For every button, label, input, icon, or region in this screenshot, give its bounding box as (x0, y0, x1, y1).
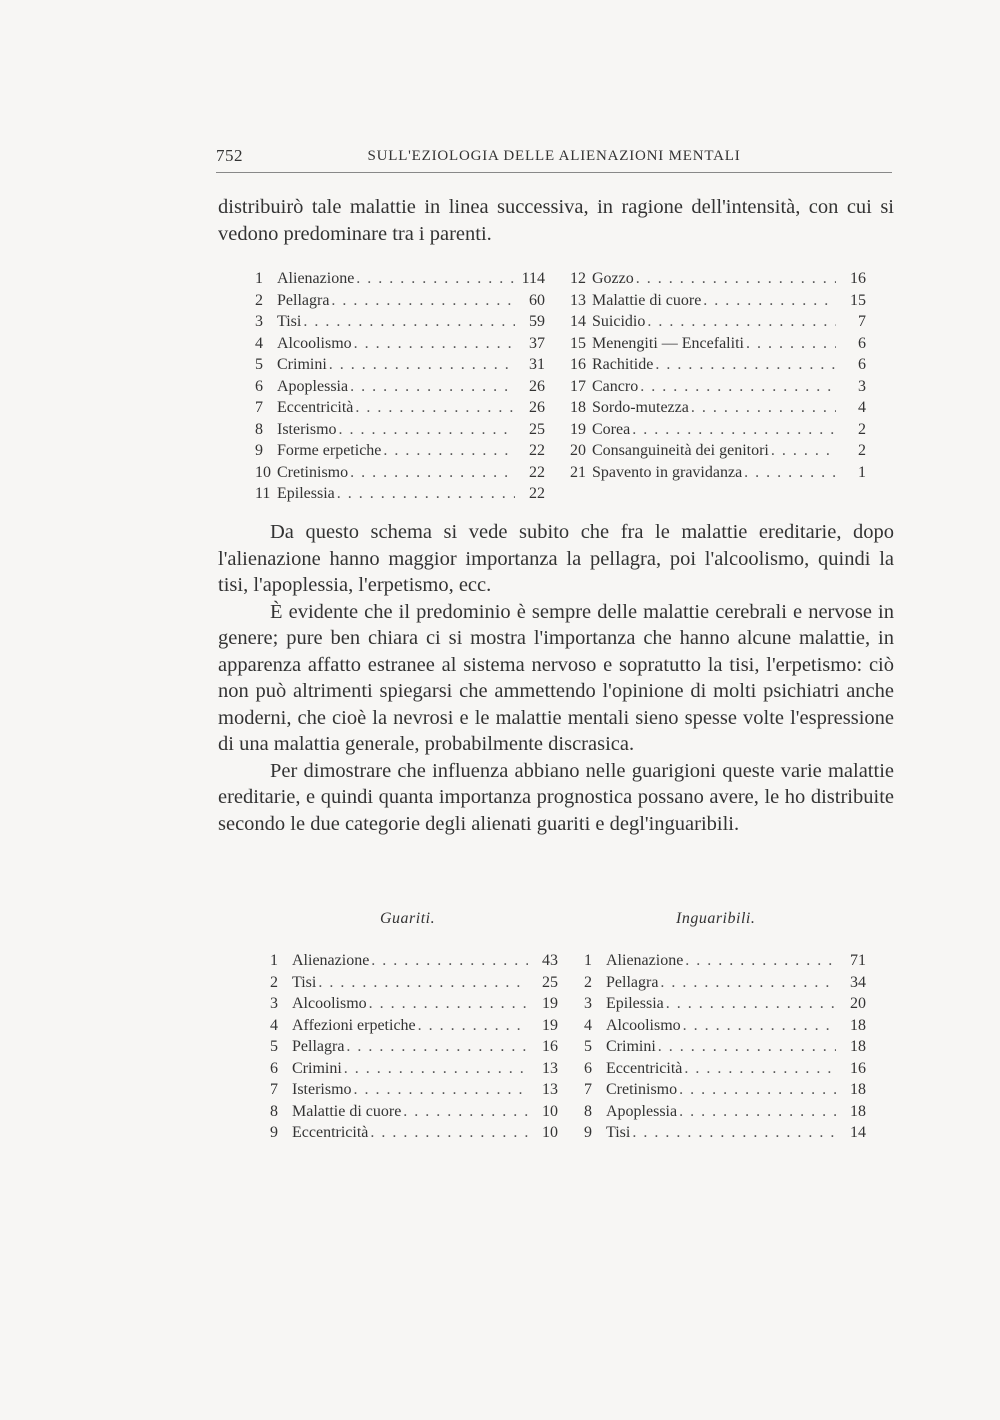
row-number: 5 (584, 1038, 592, 1055)
row-value: 18 (850, 1016, 866, 1034)
leader-dots (354, 1079, 528, 1101)
row-number: 4 (255, 334, 263, 352)
leader-dots (679, 1101, 836, 1123)
row-name: Alienazione (277, 270, 355, 287)
row-name: Rachitide (592, 356, 654, 373)
table-row (255, 462, 545, 484)
body-paragraph-1: Da questo schema si vede subito che fra le malattie ereditarie, dopo l'alienazione hanno maggior importanza la pellagra, poi l'alcoolismo, quindi la tisi, l'apoplessia, l'erpetismo, ecc. (218, 521, 894, 596)
row-value: 10 (542, 1124, 558, 1141)
table-row (270, 950, 558, 972)
leader-dots (632, 419, 836, 441)
row-value: 10 (542, 1102, 558, 1120)
row-number: 8 (584, 1102, 592, 1120)
inguaribili-title: Inguaribili. (676, 910, 756, 927)
table-row (270, 1122, 558, 1144)
leader-dots (350, 462, 515, 484)
row-value: 19 (542, 995, 558, 1012)
leader-dots (666, 993, 836, 1015)
row-name: Tisi (277, 313, 302, 330)
row-value: 6 (858, 356, 866, 373)
table-row (570, 268, 866, 290)
table-row (584, 993, 866, 1015)
row-name: Tisi (606, 1124, 631, 1141)
row-number: 20 (570, 442, 586, 459)
guariti-title: Guariti. (380, 910, 436, 927)
row-name: Suicidio (592, 313, 646, 330)
row-number: 10 (255, 463, 271, 481)
body-paragraph-3: Per dimostrare che influenza abbiano nelle guarigioni queste varie malattie ereditarie, e quindi quanta importanza prognostica possano avere, le ho distribuite secondo le due categorie degli alienati guariti e degl'inguaribili. (218, 759, 894, 835)
leader-dots (318, 972, 528, 994)
table-row (270, 1079, 558, 1101)
row-number: 18 (570, 399, 586, 416)
row-number: 9 (270, 1124, 278, 1141)
table-row (584, 1015, 866, 1037)
row-number: 8 (255, 420, 263, 438)
row-name: Menengiti — Encefaliti (592, 334, 744, 352)
row-name: Alcoolismo (606, 1016, 681, 1034)
leader-dots (658, 1036, 836, 1058)
row-number: 2 (255, 291, 263, 309)
row-name: Alienazione (292, 952, 370, 969)
body-text (218, 519, 894, 837)
table-row (570, 311, 866, 333)
table-row (270, 1015, 558, 1037)
row-name: Malattie di cuore (592, 291, 702, 309)
row-name: Forme erpetiche (277, 442, 382, 459)
leader-dots (683, 1015, 836, 1037)
row-value: 3 (858, 377, 866, 395)
table-row (255, 419, 545, 441)
row-value: 19 (542, 1016, 558, 1034)
row-number: 7 (584, 1081, 592, 1098)
row-value: 22 (529, 485, 545, 502)
row-number: 16 (570, 356, 586, 373)
row-number: 7 (270, 1081, 278, 1098)
row-value: 25 (542, 973, 558, 991)
row-value: 7 (858, 313, 866, 330)
table-row (570, 440, 866, 462)
leader-dots (703, 290, 836, 312)
row-name: Crimini (606, 1038, 656, 1055)
table-row (270, 1101, 558, 1123)
row-number: 5 (270, 1038, 278, 1055)
leader-dots (350, 376, 515, 398)
row-number: 1 (255, 270, 263, 287)
row-value: 25 (529, 420, 545, 438)
row-value: 31 (529, 356, 545, 373)
row-value: 18 (850, 1102, 866, 1120)
row-value: 16 (850, 270, 866, 287)
table-row (255, 290, 545, 312)
row-name: Affezioni erpetiche (292, 1016, 416, 1034)
row-name: Gozzo (592, 270, 634, 287)
row-name: Alcoolismo (292, 995, 367, 1012)
row-value: 2 (858, 420, 866, 438)
table-row (570, 354, 866, 376)
row-number: 15 (570, 334, 586, 352)
row-value: 15 (850, 291, 866, 309)
leader-dots (303, 311, 515, 333)
row-name: Isterismo (292, 1081, 352, 1098)
row-name: Consanguineità dei genitori (592, 442, 769, 459)
row-value: 114 (521, 270, 545, 287)
row-name: Cretinismo (606, 1081, 678, 1098)
table-row (255, 333, 545, 355)
running-title: SULL'EZIOLOGIA DELLE ALIENAZIONI MENTALI (367, 148, 741, 164)
table-row (255, 311, 545, 333)
table-row (584, 950, 866, 972)
leader-dots (636, 268, 836, 290)
row-value: 60 (529, 291, 545, 309)
table-row (584, 972, 866, 994)
table-row (270, 972, 558, 994)
leader-dots (356, 268, 515, 290)
table-row (570, 290, 866, 312)
table-row (255, 268, 545, 290)
table-row (570, 462, 866, 484)
row-value: 22 (529, 442, 545, 459)
table-row (570, 376, 866, 398)
leader-dots (329, 354, 515, 376)
row-name: Pellagra (606, 973, 659, 991)
table-row (255, 376, 545, 398)
table-row (255, 397, 545, 419)
leader-dots (632, 1122, 836, 1144)
row-number: 19 (570, 420, 586, 438)
row-number: 8 (270, 1102, 278, 1120)
row-number: 17 (570, 377, 586, 395)
table-row (255, 354, 545, 376)
row-value: 6 (858, 334, 866, 352)
row-number: 4 (584, 1016, 592, 1034)
row-number: 1 (584, 952, 592, 969)
row-number: 13 (570, 291, 586, 309)
row-name: Crimini (292, 1059, 342, 1077)
row-name: Crimini (277, 356, 327, 373)
page-number: 752 (216, 146, 243, 165)
leader-dots (418, 1015, 528, 1037)
leader-dots (354, 333, 515, 355)
row-name: Eccentricità (292, 1124, 369, 1141)
leader-dots (685, 950, 836, 972)
row-value: 4 (858, 399, 866, 416)
row-name: Corea (592, 420, 631, 438)
leader-dots (684, 1058, 836, 1080)
table-row (570, 333, 866, 355)
leader-dots (744, 462, 836, 484)
row-value: 43 (542, 952, 558, 969)
table-row (270, 1036, 558, 1058)
body-paragraph-2: È evidente che il predominio è sempre delle malattie cerebrali e nervose in genere; pure ben chiara ci si mostra l'importanza che hanno alcune malattie, in apparenza affatto estranee al sistema nervoso e sopratutto la tisi, l'erpetismo: ciò non può altrimenti spiegarsi che ammettendo l'opinione di molti psichiatri anche moderni, che cioè la nevrosi e le malattie mentali sieno spesse volte l'espressione di una malattia generale, probabilmente discrasica. (218, 600, 894, 755)
row-number: 3 (270, 995, 278, 1012)
row-number: 3 (584, 995, 592, 1012)
leader-dots (355, 397, 515, 419)
intro-paragraph: distribuirò tale malattie in linea successiva, in ragione dell'intensità, con cui si vedono predominare tra i parenti. (218, 196, 894, 245)
row-value: 18 (850, 1038, 866, 1055)
row-value: 14 (850, 1124, 866, 1141)
leader-dots (339, 419, 515, 441)
row-name: Cancro (592, 377, 639, 395)
row-number: 7 (255, 399, 263, 416)
table-row (584, 1058, 866, 1080)
row-number: 6 (255, 377, 263, 395)
leader-dots (344, 1058, 528, 1080)
row-number: 4 (270, 1016, 278, 1034)
row-name: Epilessia (606, 995, 664, 1012)
row-number: 21 (570, 463, 586, 481)
row-value: 2 (858, 442, 866, 459)
table-row (270, 993, 558, 1015)
table-row (584, 1079, 866, 1101)
row-value: 59 (529, 313, 545, 330)
page-header (216, 146, 892, 173)
row-name: Apoplessia (277, 377, 349, 395)
row-value: 26 (529, 377, 545, 395)
leader-dots (655, 354, 836, 376)
row-name: Apoplessia (606, 1102, 678, 1120)
row-value: 13 (542, 1081, 558, 1098)
row-number: 12 (570, 270, 586, 287)
row-number: 2 (270, 973, 278, 991)
leader-dots (771, 440, 836, 462)
row-number: 14 (570, 313, 586, 330)
row-value: 71 (850, 952, 866, 969)
row-value: 16 (850, 1059, 866, 1077)
row-number: 6 (270, 1059, 278, 1077)
table-row (570, 397, 866, 419)
row-value: 37 (529, 334, 545, 352)
row-name: Pellagra (277, 291, 330, 309)
row-name: Eccentricità (277, 399, 354, 416)
row-value: 1 (858, 463, 866, 481)
row-number: 5 (255, 356, 263, 373)
leader-dots (403, 1101, 528, 1123)
leader-dots (691, 397, 836, 419)
row-name: Eccentricità (606, 1059, 683, 1077)
leader-dots (640, 376, 836, 398)
row-name: Cretinismo (277, 463, 349, 481)
leader-dots (369, 993, 528, 1015)
row-number: 2 (584, 973, 592, 991)
row-value: 26 (529, 399, 545, 416)
row-name: Spavento in gravidanza (592, 463, 743, 481)
leader-dots (679, 1079, 836, 1101)
row-value: 20 (850, 995, 866, 1012)
row-value: 18 (850, 1081, 866, 1098)
row-name: Pellagra (292, 1038, 345, 1055)
leader-dots (371, 950, 528, 972)
leader-dots (383, 440, 515, 462)
heredity-table-left (255, 268, 545, 505)
row-name: Alienazione (606, 952, 684, 969)
leader-dots (346, 1036, 528, 1058)
leader-dots (660, 972, 836, 994)
table-row (570, 419, 866, 441)
row-name: Epilessia (277, 485, 335, 502)
row-number: 3 (255, 313, 263, 330)
table-row (270, 1058, 558, 1080)
row-number: 11 (255, 485, 271, 502)
leader-dots (746, 333, 836, 355)
leader-dots (647, 311, 836, 333)
table-row (255, 483, 545, 505)
row-value: 34 (850, 973, 866, 991)
row-name: Malattie di cuore (292, 1102, 402, 1120)
inguaribili-table (584, 950, 866, 1144)
row-number: 1 (270, 952, 278, 969)
heredity-table-right (570, 268, 866, 483)
row-number: 9 (584, 1124, 592, 1141)
leader-dots (370, 1122, 528, 1144)
table-row (584, 1101, 866, 1123)
row-value: 16 (542, 1038, 558, 1055)
guariti-table (270, 950, 558, 1144)
table-row (255, 440, 545, 462)
row-value: 13 (542, 1059, 558, 1077)
row-name: Alcoolismo (277, 334, 352, 352)
row-name: Sordo-mutezza (592, 399, 689, 416)
leader-dots (337, 483, 515, 505)
leader-dots (331, 290, 515, 312)
table-row (584, 1122, 866, 1144)
row-name: Tisi (292, 973, 317, 991)
row-number: 6 (584, 1059, 592, 1077)
row-value: 22 (529, 463, 545, 481)
row-number: 9 (255, 442, 263, 459)
row-name: Isterismo (277, 420, 337, 438)
table-row (584, 1036, 866, 1058)
